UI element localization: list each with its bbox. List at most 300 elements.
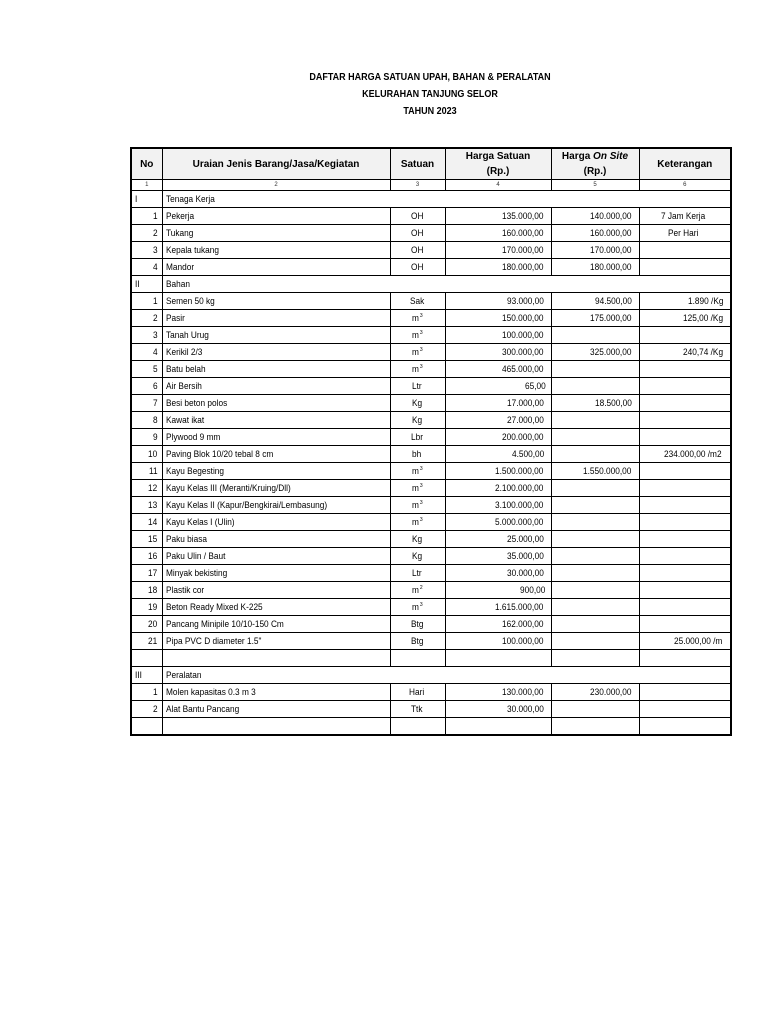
section-row-tenaga-kerja [131,191,731,208]
row-satuan-text: m [412,517,420,527]
row-uraian [162,208,390,225]
unit-exponent: 3 [419,500,423,506]
unit-exponent: 2 [419,585,423,591]
row-keterangan [639,480,731,497]
row-satuan-text: Kg [411,398,423,408]
row-harga-onsite [551,344,639,361]
row-number-text: 1 [153,687,159,697]
row-harga-satuan-text: 180.000,00 [502,262,544,272]
section-number-text: I [135,194,138,204]
table-row [131,599,731,616]
row-harga-onsite [551,378,639,395]
row-uraian [162,582,390,599]
row-satuan-text: m [412,466,420,476]
title-line-2: KELURAHAN TANJUNG SELOR [362,89,498,100]
header-harga-onsite-unit: (Rp.) [583,166,607,177]
row-number [131,225,162,242]
row-number [131,361,162,378]
row-uraian-text: Pekerja [165,211,194,221]
row-number-text: 4 [153,262,159,272]
row-uraian [162,548,390,565]
row-number [131,531,162,548]
blank-cell [162,718,390,736]
table-row [131,242,731,259]
row-keterangan [639,327,731,344]
row-satuan-text: m [412,500,420,510]
row-satuan-text: Sak [409,296,425,306]
row-uraian-text: Plastik cor [165,585,204,595]
row-keterangan [639,378,731,395]
row-satuan [390,361,445,378]
row-uraian [162,395,390,412]
row-harga-satuan-text: 4.500,00 [512,449,545,459]
unit-exponent: 3 [419,466,423,472]
row-harga-satuan-text: 5.000.000,00 [494,517,544,527]
row-harga-satuan-text: 2.100.000,00 [494,483,544,493]
row-uraian [162,344,390,361]
row-uraian-text: Paving Blok 10/20 tebal 8 cm [165,449,273,459]
unit-exponent: 3 [419,483,423,489]
row-keterangan [639,344,731,361]
row-harga-satuan-text: 100.000,00 [502,330,544,340]
row-keterangan [639,310,731,327]
row-satuan-text: Lbr [410,432,423,442]
row-number [131,565,162,582]
table-row [131,293,731,310]
row-harga-satuan-text: 1.615.000,00 [494,602,544,612]
row-uraian-text: Plywood 9 mm [165,432,220,442]
row-uraian [162,412,390,429]
row-satuan-text: Kg [411,534,423,544]
row-harga-satuan [445,514,551,531]
row-number-text: 2 [153,704,159,714]
row-harga-onsite [551,701,639,718]
row-keterangan-text: 1.890 /Kg [688,296,724,306]
title-line-3: TAHUN 2023 [403,106,457,117]
row-satuan-text: m [412,330,420,340]
row-harga-satuan-text: 17.000,00 [507,398,545,408]
section-number [131,667,162,684]
row-satuan [390,684,445,701]
row-number [131,633,162,650]
row-satuan-text: Kg [411,551,423,561]
row-satuan-text: OH [410,245,424,255]
row-uraian [162,497,390,514]
blank-row [131,718,731,736]
unit-exponent: 3 [419,517,423,523]
blank-cell [639,650,731,667]
row-satuan [390,599,445,616]
row-uraian [162,259,390,276]
section-label-text: Tenaga Kerja [165,194,215,204]
row-harga-onsite [551,429,639,446]
row-satuan-text: m [412,347,420,357]
row-uraian [162,293,390,310]
blank-cell [390,718,445,736]
row-harga-satuan [445,429,551,446]
unit-exponent: 3 [419,602,423,608]
blank-cell [639,718,731,736]
row-satuan [390,378,445,395]
row-satuan [390,514,445,531]
blank-cell [551,718,639,736]
row-harga-satuan [445,310,551,327]
row-keterangan [639,429,731,446]
row-harga-satuan [445,701,551,718]
row-number-text: 10 [148,449,158,459]
row-harga-onsite-text: 170.000,00 [590,245,632,255]
unit-exponent: 3 [419,364,423,370]
row-satuan [390,480,445,497]
row-harga-satuan-text: 160.000,00 [502,228,544,238]
row-uraian-text: Mandor [165,262,194,272]
title-line-1: DAFTAR HARGA SATUAN UPAH, BAHAN & PERALATAN [309,72,551,83]
table-row [131,514,731,531]
blank-cell [551,650,639,667]
row-uraian-text: Pipa PVC D diameter 1.5" [165,636,261,646]
row-number [131,582,162,599]
row-satuan [390,310,445,327]
table-row [131,327,731,344]
row-satuan [390,565,445,582]
row-harga-onsite [551,259,639,276]
row-keterangan [639,242,731,259]
row-keterangan-text: 125,00 /Kg [683,313,724,323]
row-uraian-text: Air Bersih [165,381,202,391]
row-satuan [390,293,445,310]
row-satuan [390,633,445,650]
row-harga-satuan [445,480,551,497]
row-keterangan [639,446,731,463]
row-number-text: 15 [148,534,158,544]
row-number-text: 12 [148,483,158,493]
row-harga-satuan-text: 200.000,00 [502,432,544,442]
row-number-text: 9 [153,432,159,442]
row-harga-satuan-text: 135.000,00 [502,211,544,221]
blank-cell [162,650,390,667]
row-harga-satuan [445,327,551,344]
row-keterangan [639,412,731,429]
row-uraian-text: Kawat ikat [165,415,204,425]
row-number-text: 3 [153,245,159,255]
row-satuan [390,701,445,718]
table-row [131,429,731,446]
column-index: 1 [131,180,162,191]
blank-cell [390,650,445,667]
row-number [131,548,162,565]
row-uraian-text: Tanah Urug [165,330,209,340]
row-harga-satuan-text: 170.000,00 [502,245,544,255]
row-satuan [390,242,445,259]
column-index: 3 [390,180,445,191]
row-harga-satuan [445,633,551,650]
row-harga-satuan-text: 150.000,00 [502,313,544,323]
row-number-text: 2 [153,228,159,238]
row-uraian [162,531,390,548]
row-uraian-text: Paku Ulin / Baut [165,551,225,561]
row-number [131,684,162,701]
blank-cell [131,718,162,736]
row-harga-onsite [551,310,639,327]
table-body [131,180,731,736]
row-satuan-text: m [412,483,420,493]
header-uraian: Uraian Jenis Barang/Jasa/Kegiatan [162,148,390,180]
row-number-text: 5 [153,364,159,374]
row-satuan-text: Ltr [412,381,422,391]
header-harga-onsite [551,148,639,180]
table-row [131,310,731,327]
row-satuan [390,548,445,565]
row-harga-satuan [445,412,551,429]
row-uraian [162,327,390,344]
row-harga-satuan [445,463,551,480]
table-row [131,531,731,548]
row-keterangan [639,633,731,650]
section-number-text: II [135,279,140,289]
row-number [131,412,162,429]
row-satuan-text: m [412,364,420,374]
row-harga-onsite-text: 160.000,00 [590,228,632,238]
blank-cell [445,718,551,736]
row-harga-satuan [445,293,551,310]
row-satuan-text: m [412,585,420,595]
row-harga-satuan [445,225,551,242]
row-harga-onsite [551,514,639,531]
column-index: 5 [551,180,639,191]
row-number [131,293,162,310]
table-row [131,378,731,395]
row-keterangan [639,259,731,276]
row-satuan [390,412,445,429]
row-harga-satuan [445,446,551,463]
row-keterangan [639,684,731,701]
row-number-text: 16 [148,551,158,561]
table-row [131,412,731,429]
row-satuan [390,616,445,633]
row-number-text: 20 [148,619,158,629]
row-keterangan [639,514,731,531]
row-harga-onsite-text: 140.000,00 [590,211,632,221]
row-uraian-text: Kepala tukang [165,245,219,255]
row-satuan [390,327,445,344]
table-row [131,633,731,650]
row-satuan [390,446,445,463]
row-harga-onsite-text: 230.000,00 [590,687,632,697]
row-number [131,599,162,616]
row-uraian-text: Kayu Kelas I (Ulin) [165,517,235,527]
section-label-text: Bahan [165,279,190,289]
row-harga-satuan-text: 1.500.000,00 [494,466,544,476]
row-harga-satuan-text: 162.000,00 [502,619,544,629]
row-harga-satuan-text: 27.000,00 [507,415,545,425]
row-harga-satuan-text: 3.100.000,00 [494,500,544,510]
row-uraian [162,446,390,463]
row-harga-onsite [551,480,639,497]
row-satuan-text: OH [410,211,424,221]
row-harga-onsite [551,225,639,242]
row-uraian-text: Batu belah [165,364,206,374]
row-number [131,429,162,446]
column-index-row [131,180,731,191]
row-harga-satuan [445,208,551,225]
row-keterangan [639,293,731,310]
header-no: No [131,148,162,180]
row-satuan [390,395,445,412]
row-satuan-text: Btg [410,619,424,629]
row-number [131,208,162,225]
row-harga-onsite [551,599,639,616]
row-uraian [162,701,390,718]
row-uraian-text: Kayu Kelas II (Kapur/Bengkirai/Lembasung) [165,500,327,510]
row-harga-onsite-text: 180.000,00 [590,262,632,272]
section-label [162,667,731,684]
row-uraian [162,361,390,378]
row-satuan-text: Kg [411,415,423,425]
row-keterangan [639,361,731,378]
row-harga-satuan [445,395,551,412]
section-row-bahan [131,276,731,293]
row-harga-satuan-text: 100.000,00 [502,636,544,646]
row-number-text: 13 [148,500,158,510]
row-keterangan [639,225,731,242]
section-label [162,191,731,208]
row-keterangan [639,463,731,480]
row-number [131,616,162,633]
table-row [131,701,731,718]
row-number [131,378,162,395]
column-index: 4 [445,180,551,191]
row-number [131,327,162,344]
header-satuan: Satuan [390,148,445,180]
row-number-text: 17 [148,568,158,578]
row-harga-onsite [551,548,639,565]
header-harga-onsite-label: Harga [561,151,594,162]
row-keterangan [639,582,731,599]
header-keterangan: Keterangan [639,148,731,180]
row-number [131,463,162,480]
table-row [131,684,731,701]
row-harga-onsite-text: 1.550.000,00 [582,466,632,476]
row-number-text: 1 [153,211,159,221]
row-keterangan [639,616,731,633]
row-harga-satuan [445,684,551,701]
row-number [131,497,162,514]
table-row [131,395,731,412]
column-index: 2 [162,180,390,191]
table-row [131,497,731,514]
row-harga-satuan-text: 900,00 [519,585,546,595]
unit-exponent: 3 [419,347,423,353]
unit-exponent: 3 [419,330,423,336]
row-harga-onsite-text: 175.000,00 [590,313,632,323]
row-uraian [162,463,390,480]
row-uraian-text: Alat Bantu Pancang [165,704,239,714]
row-number [131,701,162,718]
row-satuan-text: Btg [410,636,424,646]
row-harga-onsite [551,463,639,480]
row-harga-onsite-text: 18.500,00 [595,398,633,408]
row-uraian-text: Semen 50 kg [165,296,215,306]
table-row [131,548,731,565]
row-satuan [390,582,445,599]
row-uraian-text: Tukang [165,228,193,238]
row-uraian-text: Beton Ready Mixed K-225 [165,602,263,612]
row-uraian [162,565,390,582]
row-uraian-text: Pancang Minipile 10/10-150 Cm [165,619,284,629]
row-keterangan [639,208,731,225]
row-harga-onsite [551,582,639,599]
table-row [131,582,731,599]
row-number [131,480,162,497]
row-satuan-text: bh [412,449,422,459]
table-row [131,225,731,242]
row-keterangan [639,599,731,616]
row-number-text: 4 [153,347,159,357]
section-number-text: III [135,670,142,680]
row-satuan [390,531,445,548]
row-harga-satuan [445,565,551,582]
row-harga-onsite [551,531,639,548]
row-harga-onsite [551,497,639,514]
row-number [131,395,162,412]
header-harga-onsite-italic: On Site [593,151,629,162]
row-keterangan [639,548,731,565]
row-satuan-text: Ltr [412,568,422,578]
row-satuan-text: OH [410,262,424,272]
document-title [160,69,700,120]
row-harga-satuan [445,582,551,599]
row-uraian-text: Pasir [165,313,185,323]
section-label [162,276,731,293]
row-number-text: 11 [149,466,158,476]
row-uraian [162,514,390,531]
row-harga-onsite [551,616,639,633]
row-number [131,259,162,276]
row-number-text: 21 [148,636,158,646]
table-row [131,616,731,633]
table-row [131,344,731,361]
row-harga-satuan [445,599,551,616]
row-uraian-text: Besi beton polos [165,398,227,408]
row-harga-satuan [445,378,551,395]
section-number [131,276,162,293]
row-satuan [390,344,445,361]
row-keterangan [639,531,731,548]
row-harga-onsite [551,684,639,701]
row-harga-onsite [551,293,639,310]
row-satuan [390,429,445,446]
row-satuan [390,225,445,242]
row-harga-onsite [551,361,639,378]
row-harga-satuan-text: 130.000,00 [502,687,544,697]
row-keterangan [639,497,731,514]
row-harga-satuan [445,616,551,633]
row-harga-onsite [551,565,639,582]
table-header-row [131,148,731,180]
blank-cell [445,650,551,667]
row-harga-satuan [445,531,551,548]
row-keterangan [639,395,731,412]
row-keterangan [639,701,731,718]
row-harga-satuan-text: 65,00 [524,381,546,391]
row-harga-satuan [445,548,551,565]
row-number-text: 8 [153,415,159,425]
row-uraian [162,684,390,701]
column-index: 6 [639,180,731,191]
row-uraian [162,378,390,395]
row-satuan [390,259,445,276]
row-keterangan-text: Per Hari [668,228,699,238]
